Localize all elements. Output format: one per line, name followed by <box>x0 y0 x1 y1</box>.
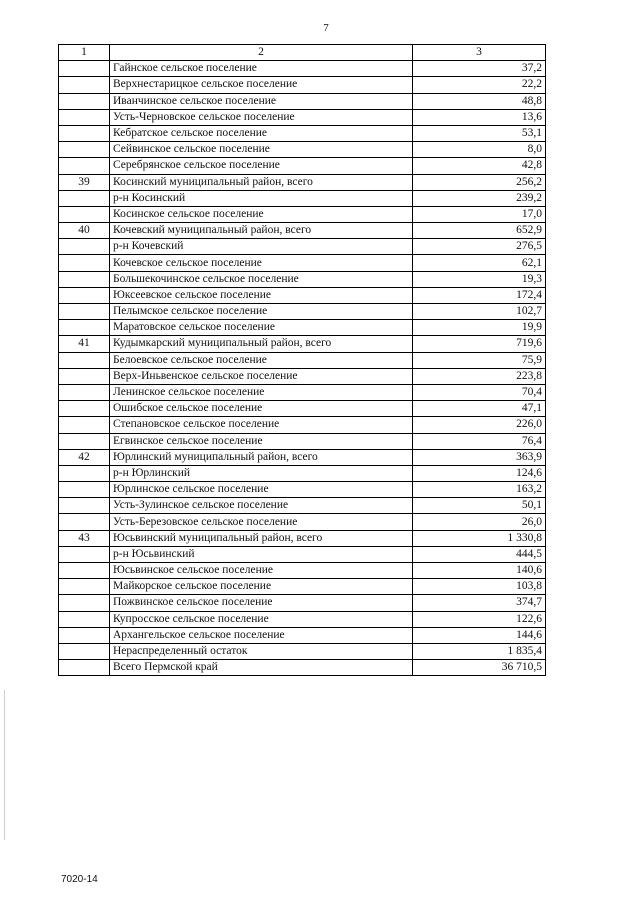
table-row <box>59 336 546 352</box>
row-name-cell: р-н Юсьвинский <box>110 546 413 562</box>
row-number-cell <box>59 61 110 77</box>
row-value-cell: 50,1 <box>413 498 546 514</box>
table-row <box>59 595 546 611</box>
row-value-cell: 36 710,5 <box>413 660 546 676</box>
row-value-cell: 122,6 <box>413 611 546 627</box>
row-name-cell: Кебратское сельское поселение <box>110 125 413 141</box>
row-number-cell <box>59 482 110 498</box>
row-value-cell: 363,9 <box>413 449 546 465</box>
row-value-cell: 75,9 <box>413 352 546 368</box>
table-row <box>59 223 546 239</box>
row-name-cell: Пелымское сельское поселение <box>110 304 413 320</box>
row-value-cell: 172,4 <box>413 287 546 303</box>
table-row <box>59 498 546 514</box>
row-name-cell: Кудымкарский муниципальный район, всего <box>110 336 413 352</box>
row-value-cell: 62,1 <box>413 255 546 271</box>
row-number-cell <box>59 206 110 222</box>
row-value-cell: 26,0 <box>413 514 546 530</box>
budget-table <box>58 44 546 676</box>
row-name-cell: Ошибское сельское поселение <box>110 401 413 417</box>
row-name-cell: Маратовское сельское поселение <box>110 320 413 336</box>
table-row <box>59 109 546 125</box>
table-row <box>59 174 546 190</box>
row-name-cell: Косинское сельское поселение <box>110 206 413 222</box>
table-header-row <box>59 45 546 61</box>
row-value-cell: 144,6 <box>413 627 546 643</box>
table-row <box>59 271 546 287</box>
table-row <box>59 611 546 627</box>
table-row <box>59 643 546 659</box>
row-name-cell: Кочевский муниципальный район, всего <box>110 223 413 239</box>
table-row <box>59 255 546 271</box>
row-number-cell <box>59 93 110 109</box>
row-number-cell <box>59 271 110 287</box>
row-number-cell <box>59 142 110 158</box>
row-number-cell: 43 <box>59 530 110 546</box>
row-number-cell <box>59 352 110 368</box>
row-name-cell: Усть-Березовское сельское поселение <box>110 514 413 530</box>
row-number-cell <box>59 109 110 125</box>
row-number-cell <box>59 498 110 514</box>
row-value-cell: 226,0 <box>413 417 546 433</box>
row-name-cell: Гайнское сельское поселение <box>110 61 413 77</box>
table-row <box>59 401 546 417</box>
row-number-cell <box>59 433 110 449</box>
row-value-cell: 163,2 <box>413 482 546 498</box>
row-number-cell <box>59 660 110 676</box>
table-row <box>59 93 546 109</box>
page-number: 7 <box>323 22 329 34</box>
row-number-cell <box>59 627 110 643</box>
table-row <box>59 304 546 320</box>
row-value-cell: 239,2 <box>413 190 546 206</box>
table-row <box>59 546 546 562</box>
table-row <box>59 660 546 676</box>
table-row <box>59 287 546 303</box>
table-row <box>59 142 546 158</box>
row-value-cell: 53,1 <box>413 125 546 141</box>
row-value-cell: 102,7 <box>413 304 546 320</box>
row-number-cell <box>59 158 110 174</box>
row-name-cell: Архангельское сельское поселение <box>110 627 413 643</box>
row-name-cell: р-н Кочевский <box>110 239 413 255</box>
row-name-cell: Верхнестарицкое сельское поселение <box>110 77 413 93</box>
table-row <box>59 125 546 141</box>
row-number-cell <box>59 287 110 303</box>
row-value-cell: 276,5 <box>413 239 546 255</box>
row-name-cell: Купросское сельское поселение <box>110 611 413 627</box>
row-number-cell <box>59 320 110 336</box>
row-name-cell: Юрлинское сельское поселение <box>110 482 413 498</box>
scan-artifact-line <box>4 690 5 840</box>
table-row <box>59 368 546 384</box>
row-number-cell: 40 <box>59 223 110 239</box>
column-header-3: 3 <box>413 45 546 61</box>
table-row <box>59 449 546 465</box>
row-value-cell: 48,8 <box>413 93 546 109</box>
table-row <box>59 465 546 481</box>
table-row <box>59 514 546 530</box>
row-value-cell: 103,8 <box>413 579 546 595</box>
row-number-cell <box>59 611 110 627</box>
row-number-cell <box>59 417 110 433</box>
row-name-cell: Ленинское сельское поселение <box>110 384 413 400</box>
table-body <box>59 45 546 676</box>
row-number-cell <box>59 77 110 93</box>
row-number-cell <box>59 514 110 530</box>
table-row <box>59 579 546 595</box>
row-value-cell: 1 835,4 <box>413 643 546 659</box>
row-value-cell: 37,2 <box>413 61 546 77</box>
row-name-cell: Большекочинское сельское поселение <box>110 271 413 287</box>
row-value-cell: 444,5 <box>413 546 546 562</box>
row-value-cell: 374,7 <box>413 595 546 611</box>
row-value-cell: 70,4 <box>413 384 546 400</box>
row-name-cell: Верх-Иньвенское сельское поселение <box>110 368 413 384</box>
row-name-cell: Юрлинский муниципальный район, всего <box>110 449 413 465</box>
table-row <box>59 158 546 174</box>
row-name-cell: Иванчинское сельское поселение <box>110 93 413 109</box>
row-number-cell: 42 <box>59 449 110 465</box>
row-value-cell: 47,1 <box>413 401 546 417</box>
table-row <box>59 206 546 222</box>
row-number-cell <box>59 401 110 417</box>
row-value-cell: 19,9 <box>413 320 546 336</box>
row-number-cell <box>59 239 110 255</box>
row-value-cell: 124,6 <box>413 465 546 481</box>
footer-document-code: 7020-14 <box>61 874 98 885</box>
row-name-cell: Нераспределенный остаток <box>110 643 413 659</box>
row-number-cell: 41 <box>59 336 110 352</box>
table-row <box>59 563 546 579</box>
row-value-cell: 8,0 <box>413 142 546 158</box>
row-number-cell <box>59 546 110 562</box>
row-name-cell: Косинский муниципальный район, всего <box>110 174 413 190</box>
row-name-cell: р-н Юрлинский <box>110 465 413 481</box>
row-value-cell: 22,2 <box>413 77 546 93</box>
table-row <box>59 384 546 400</box>
table-row <box>59 530 546 546</box>
row-number-cell <box>59 384 110 400</box>
row-name-cell: Сейвинское сельское поселение <box>110 142 413 158</box>
row-value-cell: 19,3 <box>413 271 546 287</box>
row-name-cell: Усть-Зулинское сельское поселение <box>110 498 413 514</box>
table-row <box>59 239 546 255</box>
row-value-cell: 223,8 <box>413 368 546 384</box>
row-name-cell: Кочевское сельское поселение <box>110 255 413 271</box>
row-value-cell: 719,6 <box>413 336 546 352</box>
row-number-cell <box>59 595 110 611</box>
row-name-cell: Пожвинское сельское поселение <box>110 595 413 611</box>
table-row <box>59 352 546 368</box>
row-name-cell: Юксеевское сельское поселение <box>110 287 413 303</box>
row-name-cell: Всего Пермской край <box>110 660 413 676</box>
row-number-cell <box>59 190 110 206</box>
row-value-cell: 140,6 <box>413 563 546 579</box>
table-row <box>59 320 546 336</box>
row-value-cell: 76,4 <box>413 433 546 449</box>
row-number-cell: 39 <box>59 174 110 190</box>
table-row <box>59 417 546 433</box>
row-name-cell: Юсьвинское сельское поселение <box>110 563 413 579</box>
table-row <box>59 482 546 498</box>
row-number-cell <box>59 643 110 659</box>
row-value-cell: 256,2 <box>413 174 546 190</box>
row-name-cell: Белоевское сельское поселение <box>110 352 413 368</box>
row-name-cell: Юсьвинский муниципальный район, всего <box>110 530 413 546</box>
row-number-cell <box>59 255 110 271</box>
row-number-cell <box>59 563 110 579</box>
row-name-cell: Майкорское сельское поселение <box>110 579 413 595</box>
row-value-cell: 1 330,8 <box>413 530 546 546</box>
row-value-cell: 13,6 <box>413 109 546 125</box>
row-name-cell: Степановское сельское поселение <box>110 417 413 433</box>
table-row <box>59 77 546 93</box>
row-value-cell: 42,8 <box>413 158 546 174</box>
row-number-cell <box>59 579 110 595</box>
row-name-cell: р-н Косинский <box>110 190 413 206</box>
row-number-cell <box>59 368 110 384</box>
table-row <box>59 433 546 449</box>
row-name-cell: Егвинское сельское поселение <box>110 433 413 449</box>
table-row <box>59 61 546 77</box>
column-header-2: 2 <box>110 45 413 61</box>
table-row <box>59 627 546 643</box>
row-number-cell <box>59 465 110 481</box>
row-value-cell: 17,0 <box>413 206 546 222</box>
column-header-1: 1 <box>59 45 110 61</box>
row-value-cell: 652,9 <box>413 223 546 239</box>
row-number-cell <box>59 304 110 320</box>
table-row <box>59 190 546 206</box>
row-number-cell <box>59 125 110 141</box>
row-name-cell: Серебрянское сельское поселение <box>110 158 413 174</box>
row-name-cell: Усть-Черновское сельское поселение <box>110 109 413 125</box>
